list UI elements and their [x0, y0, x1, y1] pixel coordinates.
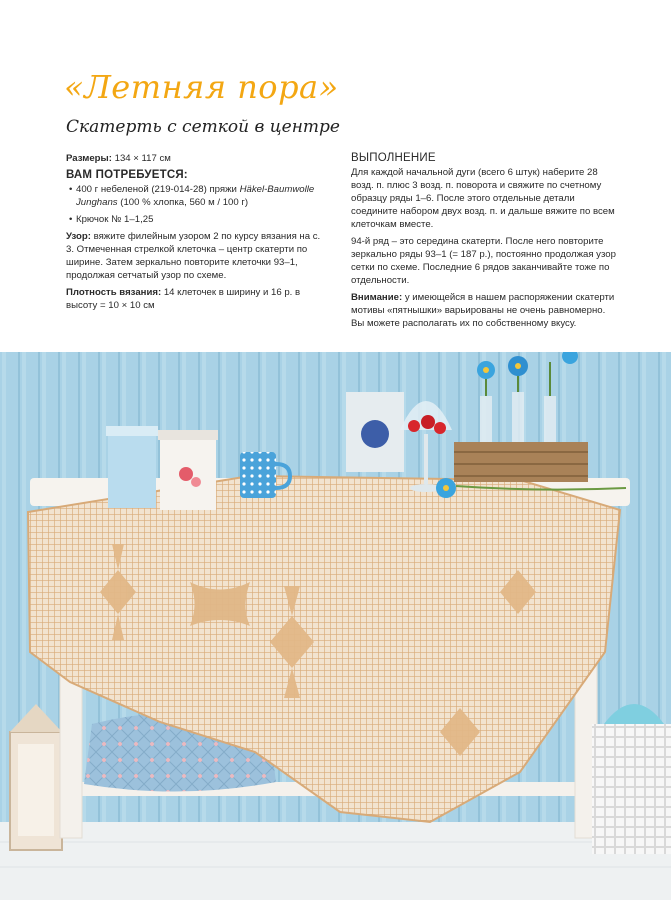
instructions-p2: 94-й ряд – это середина скатерти. После него повторите зеркально ряды 93–1 (= 187 р.), постоянно продолжая узор сетки по схеме. Последние 6 рядов заканчивайте тоже по отдельности. [351, 236, 616, 286]
blue-canister [106, 426, 158, 508]
yarn-text-2: (100 % хлопка, 560 м / 100 г) [120, 197, 249, 208]
framed-picture [346, 392, 404, 472]
floor [0, 822, 671, 900]
note-text: у имеющейся в нашем распоряжении скатерти мотивы «пятнышки» варьированы не очень равномерно. Вы можете располагать их по собственному вкусу. [351, 292, 615, 329]
yarn-text-1: 400 г небеленой (219-014-28) пряжи [76, 184, 237, 195]
materials-heading: ВАМ ПОТРЕБУЕТСЯ: [66, 169, 188, 181]
tablecloth-photo [0, 352, 671, 900]
instructions-column [351, 152, 617, 334]
density-label: Плотность вязания: [66, 287, 162, 298]
white-basket [592, 704, 671, 854]
note-label: Внимание: [351, 292, 403, 303]
lantern-decoration [10, 704, 62, 850]
size-value: 134 × 117 см [114, 153, 171, 164]
instructions-heading: ВЫПОЛНЕНИЕ [351, 152, 436, 164]
yarn-brand: Häkel-Baumwolle Junghans [76, 184, 315, 208]
size-label: Размеры: [66, 153, 112, 164]
materials-column [66, 152, 328, 316]
size-paragraph [66, 152, 328, 165]
wicker-basket [454, 442, 588, 482]
note-paragraph [351, 291, 617, 330]
pattern-text: вяжите филейным узором 2 по курсу вязания на с. 3. Отмеченная стрелкой клеточка – центр скатерти по ширине. Затем зеркально повторите клеточки 93–1, продолжая сетчатый узор по схеме. [66, 231, 321, 281]
instructions-p1: Для каждой начальной дуги (всего 6 штук) наберите 28 возд. п. плюс 3 возд. п. поворота и свяжите по счетному образцу ряды 1–6. После этого отдельные детали соедините набором двух возд. п. и дальше вяжите по всем клеточкам вместе. [351, 167, 615, 230]
yarn-item [66, 183, 328, 209]
hook-item: • Крючок № 1–1,25 [66, 213, 328, 226]
page-subtitle: Скатерть с сеткой в центре [66, 117, 340, 137]
page-title: «Летняя пора» [64, 68, 339, 106]
floral-canister [158, 430, 218, 510]
density-text: 14 клеточек в ширину и 16 р. в высоту = 10 × 10 см [66, 287, 301, 311]
pattern-label: Узор: [66, 231, 91, 242]
density-paragraph [66, 286, 328, 312]
pattern-paragraph [66, 230, 328, 282]
